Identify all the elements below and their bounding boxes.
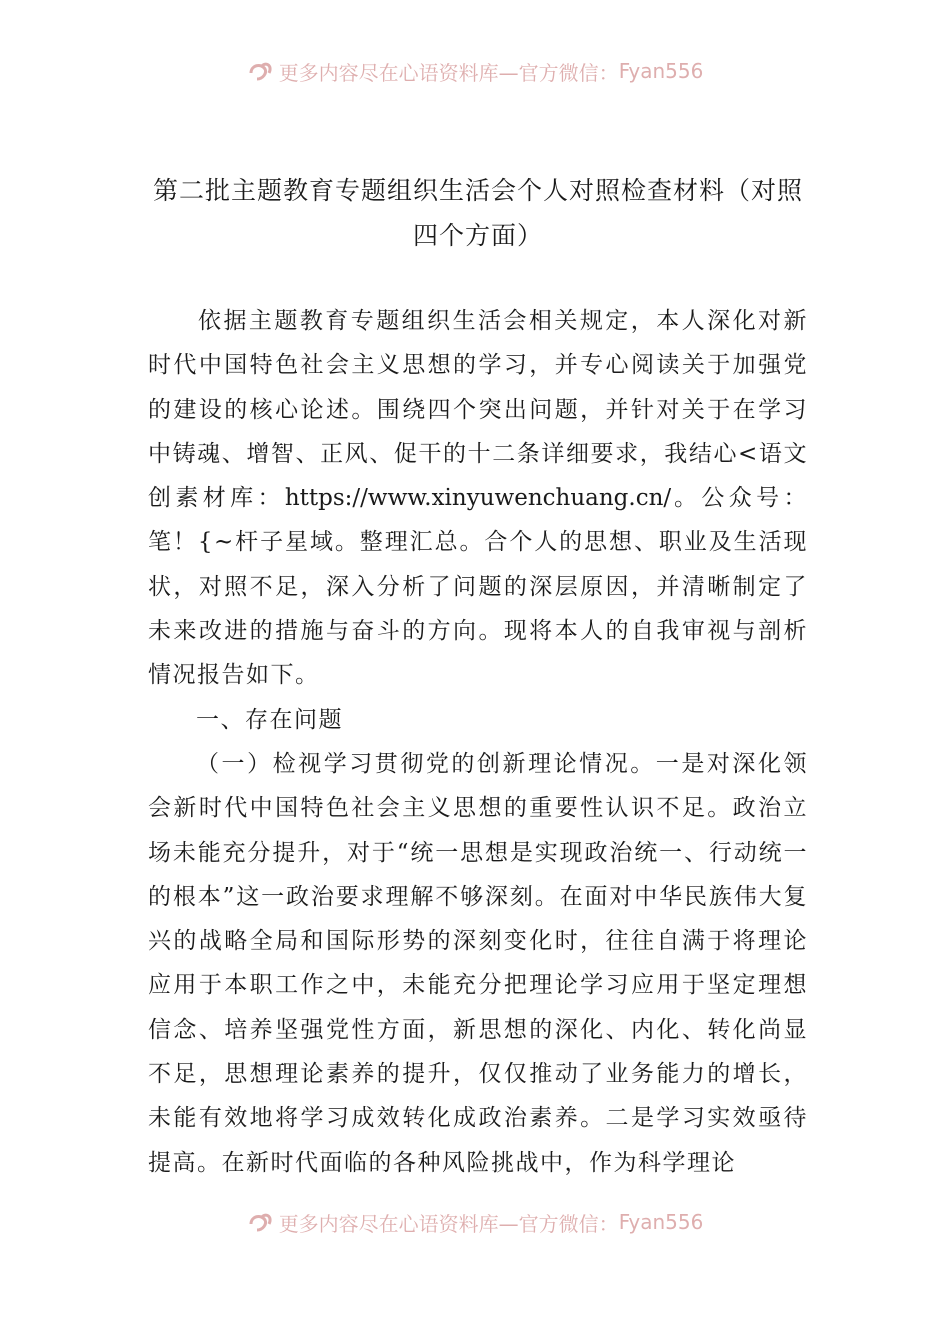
intro-text-b: 。公众号：笔！{~杆子星域。整理汇总。合个人的思想、职业及生活现状，对照不足，深入分析了问题的深层原因，并清晰制定了未来改进的措施与奋斗的方向。现将本人的自我审视与剖析情况报告如下。 [148, 485, 809, 689]
watermark-id: Fyan556 [618, 1210, 704, 1234]
intro-paragraph [148, 299, 808, 698]
logo-icon [247, 1210, 275, 1234]
watermark-id: Fyan556 [618, 59, 704, 83]
title-line-2: 四个方面） [412, 221, 543, 250]
watermark-banner-bottom [0, 1207, 950, 1237]
document-body [148, 299, 808, 1185]
title-line-1: 第二批主题教育专题组织生活会个人对照检查材料（对照 [152, 176, 803, 205]
section-heading-1: 一、存在问题 [196, 706, 343, 733]
watermark-text: 更多内容尽在心语资料库—官方微信： [278, 60, 619, 85]
source-url: https://www.xinyuwenchuang.cn/ [284, 485, 672, 512]
document-title [148, 168, 808, 258]
watermark-banner-top [0, 56, 950, 86]
paragraph-study: （一）检视学习贯彻党的创新理论情况。一是对深化领会新时代中国特色社会主义思想的重要性认识不足。政治立场未能充分提升，对于“统一思想是实现政治统一、行动统一的根本”这一政治要求理解不够深刻。在面对中华民族伟大复兴的战略全局和国际形势的深刻变化时，往往自满于将理论应用于本职工作之中，未能充分把理论学习应用于坚定理想信念、培养坚强党性方面，新思想的深化、内化、转化尚显不足，思想理论素养的提升，仅仅推动了业务能力的增长，未能有效地将学习成效转化成政治素养。二是学习实效亟待提高。在新时代面临的各种风险挑战中，作为科学理论 [148, 750, 808, 1176]
intro-text-a: 依据主题教育专题组织生活会相关规定，本人深化对新时代中国特色社会主义思想的学习，并专心阅读关于加强党的建设的核心论述。围绕四个突出问题，并针对关于在学习中铸魂、增智、正风、促干的十二条详细要求，我结心<语文创素材库： [148, 308, 808, 512]
logo-icon [247, 59, 275, 83]
watermark-text: 更多内容尽在心语资料库—官方微信： [278, 1211, 619, 1236]
